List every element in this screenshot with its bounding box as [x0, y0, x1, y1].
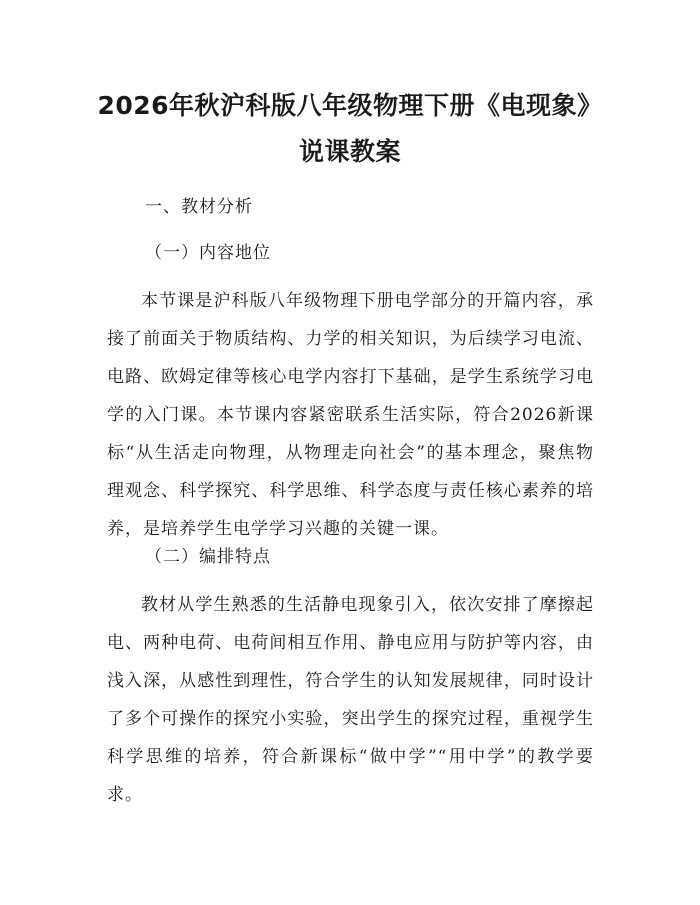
section-heading-textbook-analysis: 一、教材分析: [145, 197, 253, 217]
subsection-heading-arrangement-features: （二）编排特点: [145, 547, 271, 567]
paragraph-content-position: 本节课是沪科版八年级物理下册电学部分的开篇内容，承接了前面关于物质结构、力学的相关知识，为后续学习电流、电路、欧姆定律等核心电学内容打下基础，是学生系统学习电学的入门课。本节课内容紧密联系生活实际，符合2026新课标“从生活走向物理，从物理走向社会”的基本理念，聚焦物理观念、科学探究、科学思维、科学态度与责任核心素养的培养，是培养学生电学学习兴趣的关键一课。: [107, 291, 594, 539]
document-title: 2026年秋沪科版八年级物理下册《电现象》: [97, 91, 603, 120]
subsection-heading-content-position: （一）内容地位: [145, 243, 271, 263]
paragraph-arrangement-features: 教材从学生熟悉的生活静电现象引入，依次安排了摩擦起电、两种电荷、电荷间相互作用、静电应用与防护等内容，由浅入深，从感性到理性，符合学生的认知发展规律，同时设计了多个可操作的探究小实验，突出学生的探究过程，重视学生科学思维的培养，符合新课标“做中学”“用中学”的教学要求。: [107, 595, 594, 805]
document-subtitle: 说课教案: [298, 137, 401, 166]
